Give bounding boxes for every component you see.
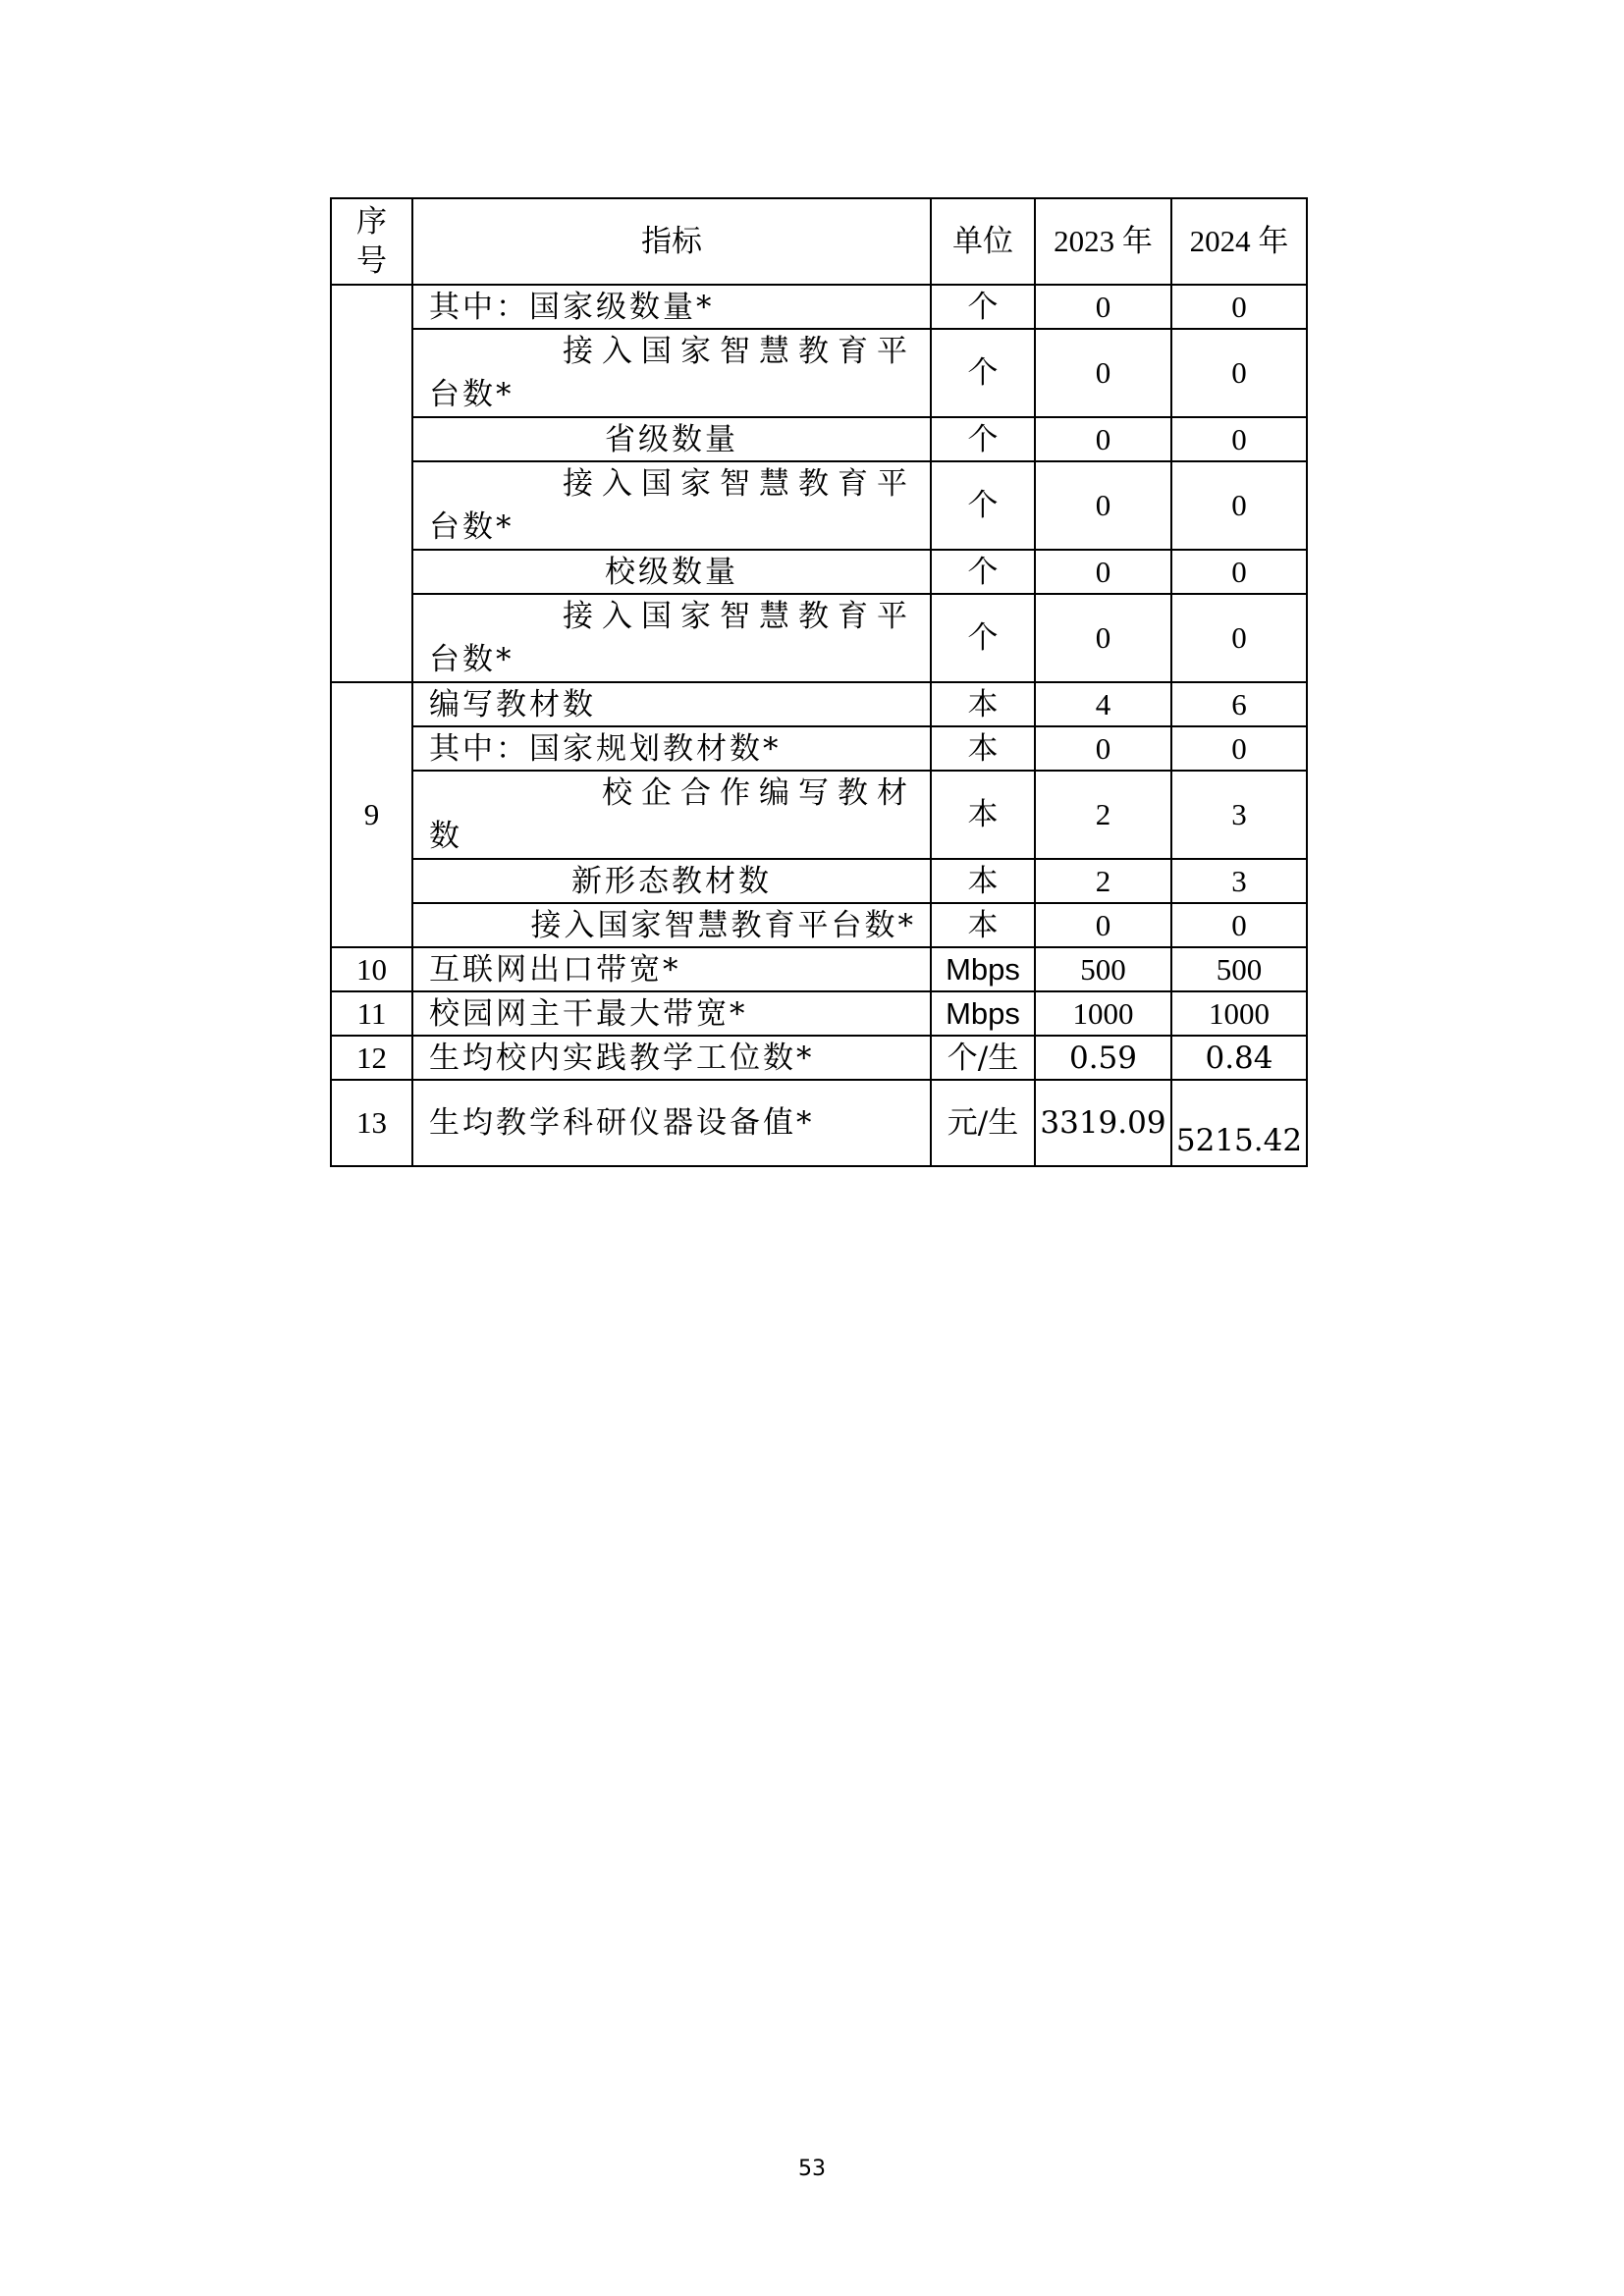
value-2024-cell: 3 bbox=[1171, 859, 1307, 903]
unit-cell: 元/生 bbox=[931, 1080, 1035, 1166]
header-seq: 序 号 bbox=[331, 198, 412, 285]
table-row bbox=[331, 859, 1307, 903]
indicator-cell: 接入国家智慧教育平台数* bbox=[412, 903, 931, 947]
header-2023: 2023 年 bbox=[1035, 198, 1171, 285]
table-row bbox=[331, 285, 1307, 329]
value-2024-cell: 5215.42 bbox=[1171, 1080, 1307, 1166]
seq-cell: 10 bbox=[331, 947, 412, 991]
value-2024-cell: 0 bbox=[1171, 285, 1307, 329]
indicator-cell: 新形态教材数 bbox=[412, 859, 931, 903]
table-row bbox=[331, 417, 1307, 461]
indicator-line-2: 台数* bbox=[429, 377, 514, 412]
value-2023-cell: 0 bbox=[1035, 329, 1171, 417]
value-2023-cell: 500 bbox=[1035, 947, 1171, 991]
indicator-line-2: 数 bbox=[429, 819, 462, 854]
header-unit: 单位 bbox=[931, 198, 1035, 285]
table-row bbox=[331, 903, 1307, 947]
indicator-cell: 校级数量 bbox=[412, 550, 931, 594]
value-2023-cell: 0.59 bbox=[1035, 1036, 1171, 1080]
value-2024-cell: 0.84 bbox=[1171, 1036, 1307, 1080]
value-2024-cell: 0 bbox=[1171, 461, 1307, 550]
table-row bbox=[331, 550, 1307, 594]
indicator-cell: 编写教材数 bbox=[412, 682, 931, 726]
unit-cell: Mbps bbox=[931, 991, 1035, 1036]
value-2024-cell: 6 bbox=[1171, 682, 1307, 726]
seq-cell bbox=[331, 285, 412, 682]
value-2024-cell: 0 bbox=[1171, 903, 1307, 947]
value-2024-cell: 0 bbox=[1171, 417, 1307, 461]
value-2024-cell: 0 bbox=[1171, 329, 1307, 417]
value-2023-cell: 0 bbox=[1035, 550, 1171, 594]
indicator-line-1: 接入国家智慧教育平 bbox=[563, 599, 916, 634]
table-row bbox=[331, 991, 1307, 1036]
indicator-cell bbox=[412, 594, 931, 682]
unit-cell: 个 bbox=[931, 550, 1035, 594]
value-2024-cell: 3 bbox=[1171, 771, 1307, 859]
value-2023-cell: 0 bbox=[1035, 285, 1171, 329]
table-row bbox=[331, 682, 1307, 726]
unit-cell: 个 bbox=[931, 594, 1035, 682]
indicator-cell bbox=[412, 329, 931, 417]
unit-cell: 本 bbox=[931, 859, 1035, 903]
seq-cell: 11 bbox=[331, 991, 412, 1036]
unit-cell: 个 bbox=[931, 417, 1035, 461]
table-row bbox=[331, 329, 1307, 417]
value-2023-cell: 3319.09 bbox=[1035, 1080, 1171, 1166]
indicator-table bbox=[330, 197, 1308, 1167]
table-row bbox=[331, 594, 1307, 682]
unit-cell: 个/生 bbox=[931, 1036, 1035, 1080]
value-2023-cell: 0 bbox=[1035, 903, 1171, 947]
indicator-cell: 互联网出口带宽* bbox=[412, 947, 931, 991]
value-2023-cell: 1000 bbox=[1035, 991, 1171, 1036]
table-row bbox=[331, 1036, 1307, 1080]
seq-cell: 9 bbox=[331, 682, 412, 947]
value-2023-cell: 4 bbox=[1035, 682, 1171, 726]
unit-cell: 个 bbox=[931, 461, 1035, 550]
value-2023-cell: 0 bbox=[1035, 417, 1171, 461]
indicator-line-2: 台数* bbox=[429, 642, 514, 677]
indicator-line-1: 接入国家智慧教育平 bbox=[563, 466, 916, 502]
indicator-cell: 生均校内实践教学工位数* bbox=[412, 1036, 931, 1080]
value-2023-cell: 2 bbox=[1035, 859, 1171, 903]
indicator-cell bbox=[412, 461, 931, 550]
table-row bbox=[331, 461, 1307, 550]
value-2023-cell: 0 bbox=[1035, 461, 1171, 550]
indicator-cell: 省级数量 bbox=[412, 417, 931, 461]
indicator-cell: 生均教学科研仪器设备值* bbox=[412, 1080, 931, 1166]
seq-cell: 12 bbox=[331, 1036, 412, 1080]
value-2024-cell: 0 bbox=[1171, 594, 1307, 682]
value-2024-cell: 1000 bbox=[1171, 991, 1307, 1036]
table-row bbox=[331, 726, 1307, 771]
value-2024-cell: 500 bbox=[1171, 947, 1307, 991]
indicator-cell: 其中：国家规划教材数* bbox=[412, 726, 931, 771]
value-2023-cell: 2 bbox=[1035, 771, 1171, 859]
unit-cell: 个 bbox=[931, 285, 1035, 329]
seq-cell: 13 bbox=[331, 1080, 412, 1166]
unit-cell: Mbps bbox=[931, 947, 1035, 991]
unit-cell: 本 bbox=[931, 682, 1035, 726]
page-number: 53 bbox=[798, 2157, 826, 2181]
value-2024-cell: 0 bbox=[1171, 550, 1307, 594]
table-row bbox=[331, 771, 1307, 859]
indicator-cell: 其中：国家级数量* bbox=[412, 285, 931, 329]
indicator-cell bbox=[412, 771, 931, 859]
value-2023-cell: 0 bbox=[1035, 726, 1171, 771]
unit-cell: 本 bbox=[931, 771, 1035, 859]
table-header-row bbox=[331, 198, 1307, 285]
indicator-line-1: 接入国家智慧教育平 bbox=[563, 334, 916, 369]
unit-cell: 个 bbox=[931, 329, 1035, 417]
header-indicator: 指标 bbox=[412, 198, 931, 285]
value-2024-cell: 0 bbox=[1171, 726, 1307, 771]
indicator-cell: 校园网主干最大带宽* bbox=[412, 991, 931, 1036]
table-row bbox=[331, 1080, 1307, 1166]
table-row bbox=[331, 947, 1307, 991]
unit-cell: 本 bbox=[931, 726, 1035, 771]
value-2023-cell: 0 bbox=[1035, 594, 1171, 682]
unit-cell: 本 bbox=[931, 903, 1035, 947]
indicator-line-1: 校企合作编写教材 bbox=[602, 775, 916, 811]
indicator-line-2: 台数* bbox=[429, 509, 514, 545]
header-2024: 2024 年 bbox=[1171, 198, 1307, 285]
